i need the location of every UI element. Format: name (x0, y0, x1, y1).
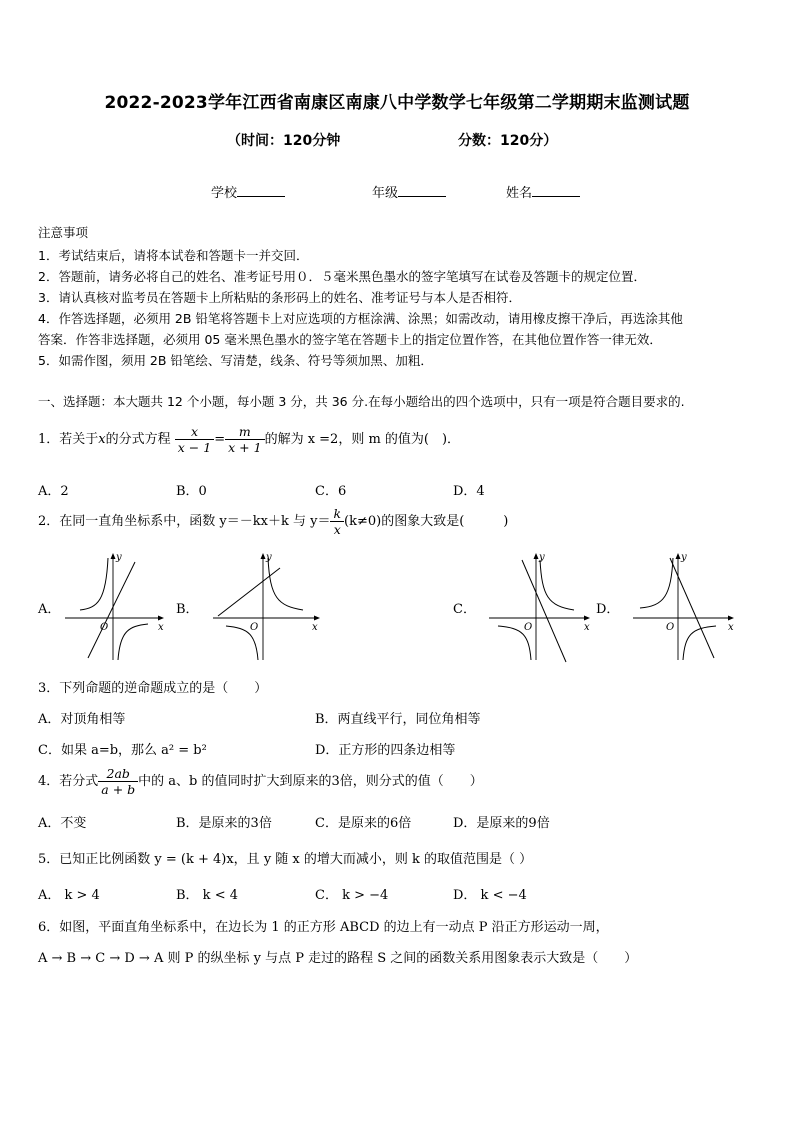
question-5: 5．已知正比例函数 y = (k + 4)x，且 y 随 x 的增大而减小，则 k 的取值范围是（ ） (38, 852, 533, 867)
q2-fraction: $\frac{k}{x}$ (330, 506, 344, 537)
notes-heading: 注意事项 (38, 225, 89, 240)
note-item: 5．如需作图，须用 2B 铅笔绘、写清楚，线条、符号等须加黑、加粗． (38, 353, 433, 368)
question-6-line-2: A → B → C → D → A 则 P 的纵坐标 y 与点 P 走过的路程 S 之间的函数关系用图象表示大致是（ ） (38, 951, 638, 966)
q4-option-a[interactable]: A．不变 (38, 816, 87, 831)
q1-var: x (98, 432, 106, 447)
q5-option-d[interactable]: D． k < −4 (453, 888, 527, 903)
note-item: 答案．作答非选择题，必须用 05 毫米黑色墨水的签字笔在答题卡上的指定位置作答，在其他位置作答一律无效． (38, 332, 662, 347)
q4-post: 中的 a、b 的值同时扩大到原来的3倍，则分式的值（ ） (138, 774, 483, 789)
school-field (211, 182, 285, 201)
svg-text:O: O (250, 622, 259, 633)
q1-equals: = (214, 432, 226, 447)
page-title: 2022-2023学年江西省南康区南康八中学数学七年级第二学期期末监测试题 (104, 93, 690, 113)
question-1 (38, 424, 460, 455)
svg-text:y: y (266, 552, 272, 563)
svg-text:O: O (524, 622, 533, 633)
q1-mid: 的分式方程 (105, 432, 171, 447)
school-label: 学校 (211, 186, 238, 201)
svg-text:O: O (666, 622, 675, 633)
school-blank[interactable] (237, 184, 285, 197)
q1-fraction-left: $\frac{x}{x - 1}$ (175, 424, 214, 455)
section-heading: 一、选择题：本大题共 12 个小题，每小题 3 分，共 36 分.在每小题给出的四个选项中，只有一项是符合题目要求的. (38, 394, 685, 409)
svg-text:x: x (158, 622, 164, 633)
note-item: 1．考试结束后，请将本试卷和答题卡一并交回． (38, 248, 309, 263)
q3-option-c[interactable]: C．如果 a=b，那么 a² = b² (38, 743, 207, 758)
q2-graph-a[interactable] (60, 550, 170, 665)
q1-option-a[interactable]: A．2 (38, 484, 69, 499)
q4-fraction: $\frac{2ab}{a + b}$ (98, 766, 138, 797)
q2-option-b[interactable]: B． (176, 602, 199, 617)
q3-option-b[interactable]: B．两直线平行，同位角相等 (315, 712, 481, 727)
q1-pre: 1．若关于 (38, 432, 99, 447)
exam-score: 分数：120分） (458, 133, 558, 149)
exam-time: （时间：120分钟 (227, 133, 341, 149)
svg-text:y: y (681, 552, 687, 563)
question-6-line-1: 6．如图，平面直角坐标系中，在边长为 1 的正方形 ABCD 的边上有一动点 P 沿正方形运动一周， (38, 920, 609, 935)
question-4 (38, 766, 483, 797)
question-3: 3．下列命题的逆命题成立的是（ ） (38, 681, 268, 696)
note-item: 3．请认真核对监考员在答题卡上所粘贴的条形码上的姓名、准考证号与本人是否相符． (38, 290, 521, 305)
svg-text:y: y (116, 552, 122, 563)
grade-label: 年级 (372, 186, 399, 201)
q4-pre: 4．若分式 (38, 774, 99, 789)
q2-graph-c[interactable] (484, 550, 594, 665)
svg-text:x: x (312, 622, 318, 633)
grade-blank[interactable] (398, 184, 446, 197)
q1-option-d[interactable]: D．4 (453, 484, 485, 499)
q4-option-d[interactable]: D．是原来的9倍 (453, 816, 550, 831)
q1-post: 的解为 x =2，则 m 的值为( )． (264, 432, 461, 447)
svg-text:x: x (584, 622, 590, 633)
name-label: 姓名 (506, 186, 533, 201)
q2-option-a[interactable]: A． (38, 602, 61, 617)
q3-option-a[interactable]: A．对顶角相等 (38, 712, 126, 727)
q2-option-c[interactable]: C． (453, 602, 476, 617)
q2-option-d[interactable]: D． (596, 602, 620, 617)
q2-graph-b[interactable] (208, 550, 323, 665)
q2-pre: 2．在同一直角坐标系中，函数 y＝－kx＋k 与 y＝ (38, 514, 331, 529)
q3-option-d[interactable]: D．正方形的四条边相等 (315, 743, 456, 758)
q2-post: (k≠0)的图象大致是( ) (344, 514, 509, 529)
q4-option-c[interactable]: C．是原来的6倍 (315, 816, 412, 831)
q1-fraction-right: $\frac{m}{x + 1}$ (225, 424, 264, 455)
svg-text:O: O (100, 622, 109, 633)
q5-option-a[interactable]: A． k > 4 (38, 888, 100, 903)
q5-option-c[interactable]: C． k > −4 (315, 888, 389, 903)
note-item: 4．作答选择题，必须用 2B 铅笔将答题卡上对应选项的方框涂满、涂黑；如需改动，请用橡皮擦干净后，再选涂其他 (38, 311, 683, 326)
svg-text:y: y (539, 552, 545, 563)
q5-option-b[interactable]: B． k < 4 (176, 888, 238, 903)
q1-option-b[interactable]: B．0 (176, 484, 207, 499)
name-field (506, 182, 580, 201)
grade-field (372, 182, 446, 201)
svg-text:x: x (728, 622, 734, 633)
q1-option-c[interactable]: C．6 (315, 484, 347, 499)
note-item: 2．答题前，请务必将自己的姓名、准考证号用０．５毫米黑色墨水的签字笔填写在试卷及答题卡的规定位置． (38, 269, 646, 284)
name-blank[interactable] (532, 184, 580, 197)
q2-graph-d[interactable] (628, 550, 740, 665)
q4-option-b[interactable]: B．是原来的3倍 (176, 816, 272, 831)
question-2 (38, 506, 508, 537)
